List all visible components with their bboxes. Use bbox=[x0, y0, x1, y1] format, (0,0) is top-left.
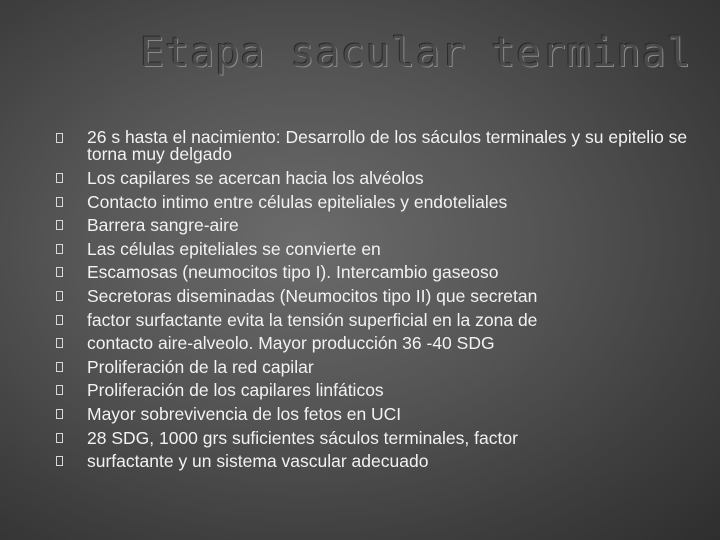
bullet-item bbox=[56, 332, 696, 354]
bullet-item bbox=[56, 167, 696, 189]
bullet-item bbox=[56, 191, 696, 213]
bullet-item bbox=[56, 238, 696, 260]
checkbox-square-icon bbox=[56, 362, 63, 372]
checkbox-square-icon bbox=[56, 338, 63, 348]
checkbox-square-icon bbox=[56, 267, 63, 277]
bullet-text: Escamosas (neumocitos tipo I). Intercambio gaseoso bbox=[87, 262, 499, 283]
bullet-item bbox=[56, 309, 696, 331]
checkbox-square-icon bbox=[56, 291, 63, 301]
bullet-item bbox=[56, 261, 696, 283]
slide-title: Etapa sacular terminal bbox=[140, 30, 692, 76]
bullet-list bbox=[56, 129, 696, 474]
checkbox-square-icon bbox=[56, 456, 63, 466]
bullet-text: Los capilares se acercan hacia los alvéolos bbox=[87, 168, 424, 188]
bullet-text: factor surfactante evita la tensión superficial en la zona de bbox=[87, 309, 538, 330]
bullet-text: Contacto intimo entre células epiteliales y endoteliales bbox=[87, 191, 508, 212]
bullet-text: 26 s hasta el nacimiento: Desarrollo de los sáculos terminales y su epitelio se torna muy delgado bbox=[87, 127, 688, 164]
bullet-text: Proliferación de los capilares linfáticos bbox=[87, 380, 384, 401]
checkbox-square-icon bbox=[56, 173, 63, 183]
bullet-item bbox=[56, 427, 696, 449]
bullet-item bbox=[56, 285, 696, 307]
bullet-text: Proliferación de la red capilar bbox=[87, 356, 314, 377]
checkbox-square-icon bbox=[56, 244, 63, 254]
bullet-text: contacto aire-alveolo. Mayor producción 36 -40 SDG bbox=[87, 333, 495, 354]
bullet-text: surfactante y un sistema vascular adecuado bbox=[87, 451, 429, 472]
checkbox-square-icon bbox=[56, 315, 63, 325]
checkbox-square-icon bbox=[56, 433, 63, 443]
bullet-item bbox=[56, 129, 696, 163]
bullet-item bbox=[56, 450, 696, 472]
bullet-text: Barrera sangre-aire bbox=[87, 215, 239, 236]
bullet-item bbox=[56, 403, 696, 425]
checkbox-square-icon bbox=[56, 220, 63, 230]
bullet-item bbox=[56, 379, 696, 401]
bullet-text: Las células epiteliales se convierte en bbox=[87, 238, 381, 259]
bullet-item bbox=[56, 214, 696, 236]
checkbox-square-icon bbox=[56, 385, 63, 395]
bullet-text: 28 SDG, 1000 grs suficientes sáculos terminales, factor bbox=[87, 427, 518, 448]
checkbox-square-icon bbox=[56, 133, 63, 143]
bullet-text: Secretoras diseminadas (Neumocitos tipo II) que secretan bbox=[87, 285, 538, 306]
checkbox-square-icon bbox=[56, 409, 63, 419]
bullet-item bbox=[56, 356, 696, 378]
checkbox-square-icon bbox=[56, 197, 63, 207]
bullet-text: Mayor sobrevivencia de los fetos en UCI bbox=[87, 403, 402, 424]
